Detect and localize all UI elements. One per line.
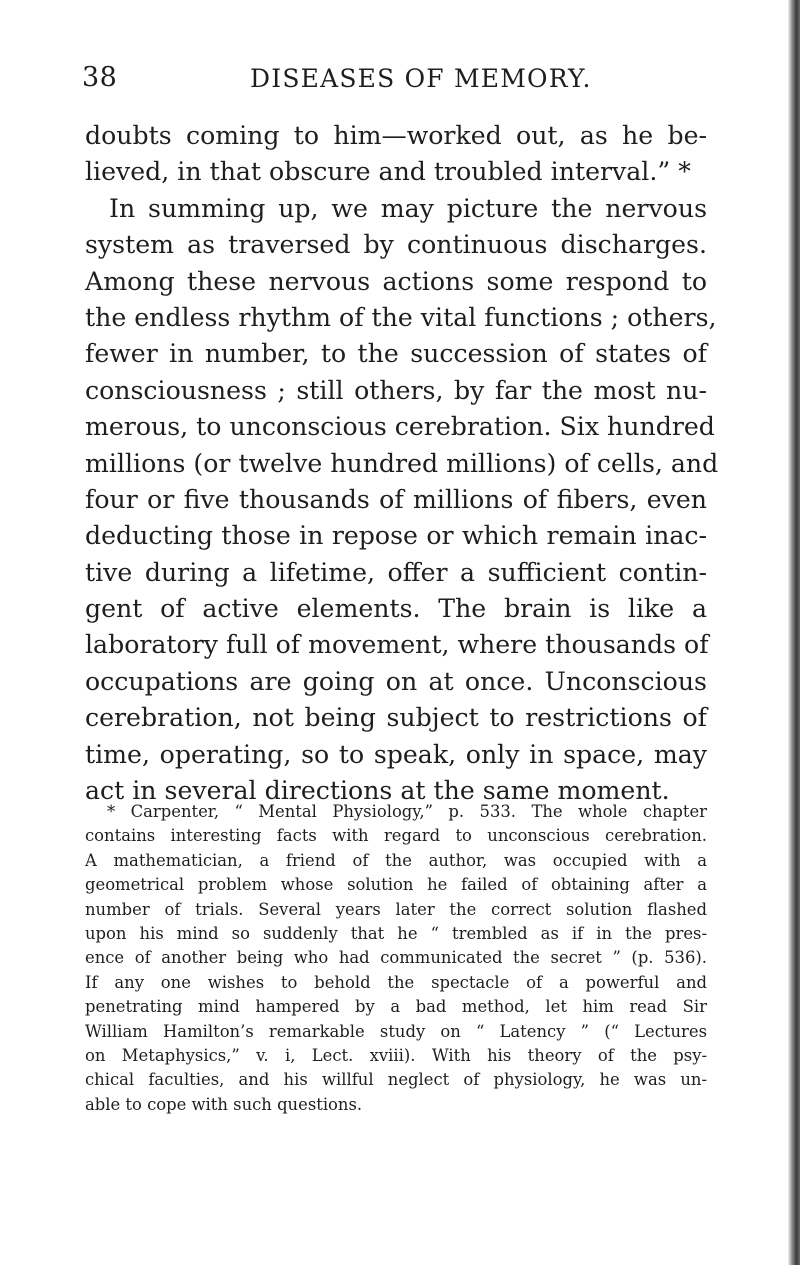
footnote-line: * Carpenter, “ Mental Physiology,” p. 533. The whole chapter: [107, 802, 707, 821]
body-line: millions (or twelve hundred millions) of cells, and: [85, 448, 719, 478]
footnote-line: penetrating mind hampered by a bad method, let him read Sir: [85, 997, 707, 1017]
footnote-line: If any one wishes to behold the spectacle of a powerful and: [85, 972, 707, 992]
page-header: [82, 62, 722, 102]
body-line: lieved, in that obscure and troubled interval.” *: [85, 157, 691, 187]
footnote: [85, 800, 707, 1117]
footnote-line: William Hamilton’s remarkable study on “ Latency ” (“ Lectures: [85, 1021, 707, 1041]
body-line: merous, to unconscious cerebration. Six hundred: [85, 412, 715, 442]
body-line: occupations are going on at once. Unconscious: [85, 666, 707, 696]
body-line: time, operating, so to speak, only in space, may: [85, 739, 707, 769]
body-text: [85, 118, 719, 809]
page-edge-shadow: [788, 0, 800, 1265]
footnote-line: A mathematician, a friend of the author, was occupied with a: [85, 850, 707, 870]
body-line: laboratory full of movement, where thousands of: [85, 630, 709, 660]
body-line: the endless rhythm of the vital functions ; others,: [85, 302, 717, 332]
footnote-line: chical faculties, and his willful neglect of physiology, he was un-: [85, 1070, 707, 1090]
body-line: act in several directions at the same moment.: [85, 776, 670, 806]
body-line: tive during a lifetime, offer a sufficient contin-: [85, 557, 707, 587]
running-head: DISEASES OF MEMORY.: [250, 64, 592, 93]
footnote-line: upon his mind so suddenly that he “ trembled as if in the pres-: [85, 923, 707, 943]
body-line: cerebration, not being subject to restrictions of: [85, 703, 707, 733]
footnote-line: on Metaphysics,” v. i, Lect. xviii). With his theory of the psy-: [85, 1045, 707, 1065]
body-line: gent of active elements. The brain is like a: [85, 594, 707, 624]
body-line: Among these nervous actions some respond to: [85, 266, 707, 296]
body-line: consciousness ; still others, by far the most nu-: [85, 375, 707, 405]
body-line: fewer in number, to the succession of states of: [85, 339, 707, 369]
body-line: doubts coming to him—worked out, as he be-: [85, 121, 707, 150]
footnote-line: able to cope with such questions.: [85, 1094, 363, 1114]
body-line: deducting those in repose or which remain inac-: [85, 521, 707, 551]
footnote-line: geometrical problem whose solution he failed of obtaining after a: [85, 875, 707, 895]
page-number: 38: [82, 62, 118, 93]
body-line: In summing up, we may picture the nervous: [109, 193, 707, 223]
footnote-line: ence of another being who had communicated the secret ” (p. 536).: [85, 948, 707, 968]
body-line: system as traversed by continuous discharges.: [85, 230, 707, 260]
body-line: four or five thousands of millions of fibers, even: [85, 484, 707, 514]
footnote-line: contains interesting facts with regard to unconscious cerebration.: [85, 826, 707, 846]
footnote-line: number of trials. Several years later the correct solution flashed: [85, 899, 707, 919]
